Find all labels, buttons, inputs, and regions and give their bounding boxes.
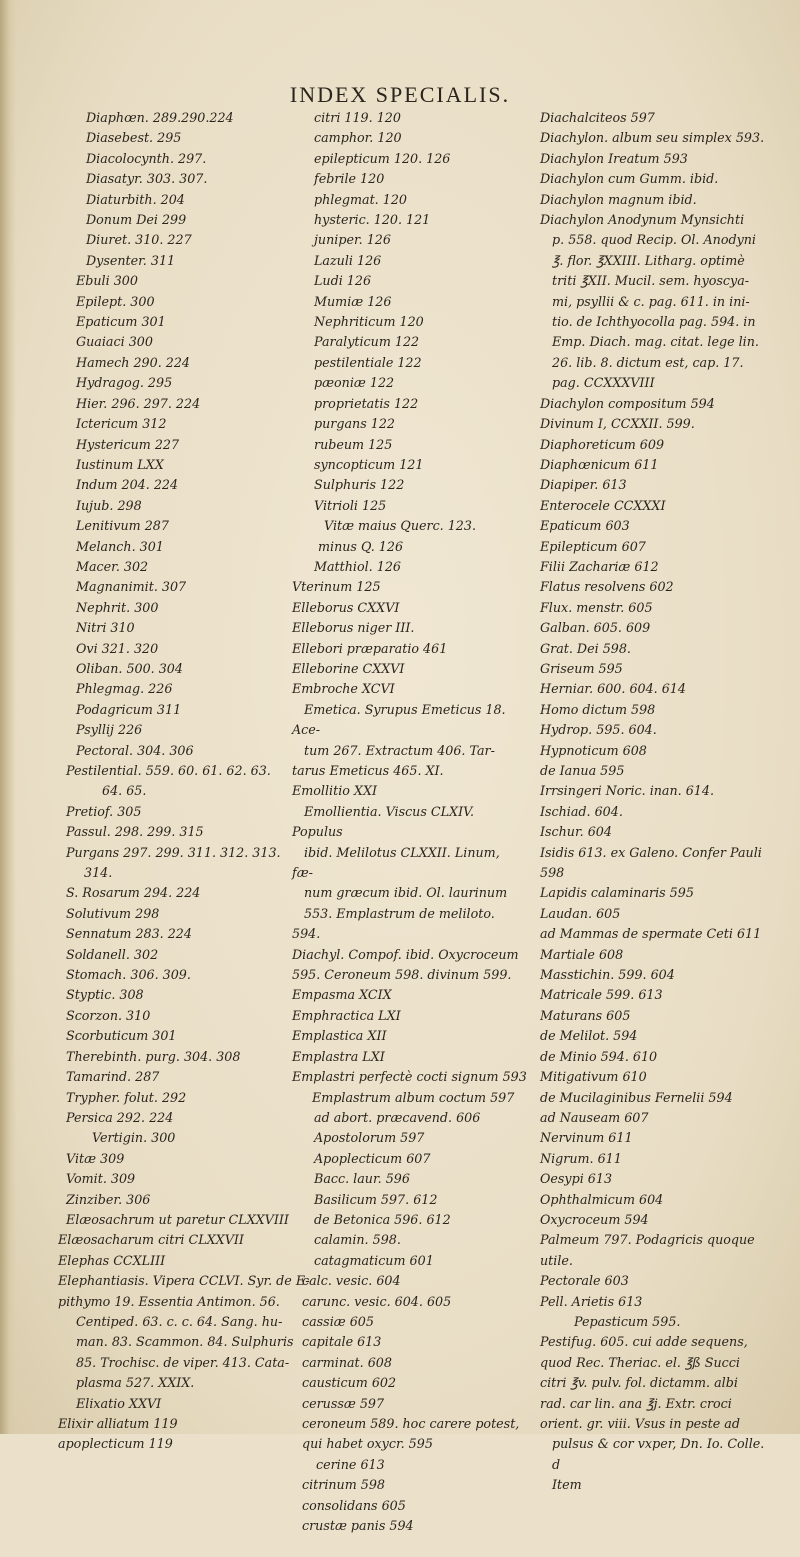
index-entry: Elæosacharum citri CLXXVII — [58, 1232, 244, 1248]
index-entry: ceroneum 589. hoc carere potest, — [302, 1416, 520, 1431]
index-entry: Phlegmag. 226 — [76, 681, 173, 697]
index-entry: Elleborus niger III. — [292, 620, 415, 636]
index-entry: Martiale 608 — [540, 946, 624, 962]
index-entry: rubeum 125 — [314, 436, 393, 452]
index-entry: Vertigin. 300 — [92, 1130, 176, 1146]
index-entry: Galban. 605. 609 — [540, 620, 651, 636]
index-entry: Vitæ maius Querc. 123. — [324, 518, 476, 534]
index-entry: Sulphuris 122 — [314, 477, 405, 493]
index-entry: Pestifug. 605. cui adde sequens, — [540, 1334, 748, 1350]
index-entry: crustæ panis 594 — [302, 1518, 414, 1534]
index-entry: Epaticum 301 — [76, 314, 166, 330]
index-entry: phlegmat. 120 — [314, 191, 407, 207]
index-entry: de Melilot. 594 — [540, 1028, 638, 1044]
index-entry: Trypher. folut. 292 — [66, 1089, 187, 1105]
index-entry: Lazuli 126 — [314, 252, 382, 268]
page-title: INDEX SPECIALIS. — [289, 82, 511, 107]
index-entry: qui habet oxycr. 595 — [302, 1436, 433, 1452]
index-entry: Elæosachrum ut paretur CLXXVIII — [66, 1211, 289, 1227]
index-entry: Diachalciteos 597 — [540, 110, 655, 125]
index-entry: capitale 613 — [302, 1334, 382, 1350]
index-entry: Nervinum 611 — [540, 1130, 633, 1146]
index-column-1 — [58, 108, 310, 1455]
index-column-3 — [540, 108, 780, 1557]
index-entry: Isidis 613. ex Galeno. Confer Pauli — [540, 844, 762, 860]
index-entry: Ellebori præparatio 461 — [292, 640, 448, 656]
index-entry: Persica 292. 224 — [66, 1109, 174, 1125]
index-entry: ad Mammas de spermate Ceti 611 — [540, 926, 762, 942]
index-entry: Grat. Dei 598. — [540, 640, 631, 656]
index-entry: Pestilential. 559. 60. 61. 62. 63. — [66, 763, 271, 778]
index-entry: pithymo 19. Essentia Antimon. 56. — [58, 1293, 280, 1309]
index-entry: Vitæ 309 — [66, 1150, 125, 1166]
index-entry: Solutivum 298 — [66, 905, 160, 921]
index-entry: Styptic. 308 — [66, 987, 144, 1003]
index-entry: Pell. Arietis 613 — [540, 1293, 643, 1309]
index-entry: Hier. 296. 297. 224 — [76, 395, 201, 411]
index-entry: Ischur. 604 — [540, 824, 612, 840]
book-gutter — [0, 0, 16, 1434]
index-entry: pæoniæ 122 — [314, 375, 395, 391]
index-entry: orient. gr. viii. Vsus in peste ad pulsus & cor vxper, Dn. Io. Colle. d Item — [540, 1416, 765, 1493]
index-entry: Iustinum LXX — [76, 456, 164, 472]
index-entry: Oliban. 500. 304 — [76, 660, 183, 676]
index-entry: Nephriticum 120 — [314, 314, 424, 330]
index-entry: Purgans 297. 299. 311. 312. 313. — [66, 844, 281, 860]
index-entry: Donum Dei 299 — [86, 212, 187, 228]
index-entry: Diaphœnicum 611 — [540, 456, 659, 472]
index-entry: ad Nauseam 607 — [540, 1109, 649, 1125]
index-entry: Scorbuticum 301 — [66, 1028, 177, 1044]
index-entry: Emollitio XXI Emollientia. Viscus CLXIV. Populus ibid. Melilotus CLXXII. Linum, fæ- num græcum ibid. Ol. laurinum 553. Emplastrum de meliloto. 594. — [292, 783, 508, 942]
index-entry: calc. vesic. 604 — [302, 1273, 401, 1289]
index-entry: utile. — [540, 1252, 573, 1268]
index-entry: Emplastri perfectè cocti signum 593 — [292, 1069, 527, 1085]
index-entry: Guaiaci 300 — [76, 334, 153, 350]
index-entry: Hydragog. 295 — [76, 375, 173, 391]
index-column-2 — [292, 108, 527, 1536]
index-entry: Psyllij 226 — [76, 722, 143, 738]
index-entry: Irrsingeri Noric. inan. 614. — [540, 783, 714, 799]
index-entry: Flatus resolvens 602 — [540, 579, 674, 595]
index-entry: Elleborus CXXVI — [292, 599, 400, 615]
index-entry: apoplecticum 119 — [58, 1436, 173, 1452]
index-entry: Divinum I, CCXXII. 599. — [540, 416, 695, 432]
index-entry: Diapiper. 613 — [540, 477, 627, 493]
index-entry: ad abort. præcavend. 606 — [314, 1109, 481, 1125]
index-entry: Diachylon Ireatum 593 — [540, 150, 688, 166]
index-entry: Sennatum 283. 224 — [66, 926, 192, 942]
index-entry: Macer. 302 — [76, 558, 149, 574]
index-entry: Passul. 298. 299. 315 — [66, 824, 204, 840]
index-entry: Flux. menstr. 605 — [540, 599, 653, 615]
index-entry: Diachylon. album seu simplex 593. — [540, 130, 765, 146]
index-entry: plasma 527. XXIX. — [76, 1375, 195, 1391]
index-entry: pestilentiale 122 — [314, 354, 422, 370]
index-entry: Epilepticum 607 — [540, 538, 646, 554]
index-entry: Matthiol. 126 — [314, 558, 401, 574]
index-entry: rad. car lin. ana ℥j. Extr. croci — [540, 1395, 732, 1411]
index-entry: Hamech 290. 224 — [76, 354, 190, 370]
index-entry: de Mucilaginibus Fernelii 594 — [540, 1089, 733, 1105]
index-entry: Elixir alliatum 119 — [58, 1416, 178, 1431]
index-entry: Elephas CCXLIII — [58, 1252, 166, 1268]
index-entry: tarus Emeticus 465. XI. — [292, 763, 444, 778]
index-entry: epilepticum 120. 126 — [314, 150, 451, 166]
index-entry: camphor. 120 — [314, 130, 402, 146]
index-entry: Diacolocynth. 297. — [86, 150, 207, 166]
index-entry: citri 119. 120 — [314, 110, 401, 125]
index-entry: cassiæ 605 — [302, 1313, 374, 1329]
index-entry: cerine 613 — [316, 1456, 385, 1472]
index-entry: Diuret. 310. 227 — [86, 232, 192, 248]
index-entry: hysteric. 120. 121 — [314, 212, 431, 228]
index-entry: Elephantiasis. Vipera CCLVI. Syr. de E- — [58, 1273, 310, 1289]
index-entry: Soldanell. 302 — [66, 946, 159, 962]
index-entry: Diasatyr. 303. 307. — [86, 171, 208, 187]
index-entry: Bacc. laur. 596 — [314, 1171, 410, 1187]
index-entry: Oesypi 613 — [540, 1171, 613, 1187]
index-entry: Diachylon cum Gumm. ibid. — [540, 171, 719, 187]
index-entry: Elixatio XXVI — [76, 1395, 162, 1411]
index-entry: Elleborine CXXVI — [292, 660, 405, 676]
index-entry: consolidans 605 — [302, 1497, 406, 1513]
index-entry: Lenitivum 287 — [76, 518, 169, 534]
index-entry: Therebinth. purg. 304. 308 — [66, 1048, 241, 1064]
index-entry: syncopticum 121 — [314, 456, 424, 472]
index-entry: Pepasticum 595. — [574, 1313, 681, 1329]
index-entry: Pretiof. 305 — [66, 803, 142, 819]
index-entry: Palmeum 797. Podagricis quoque — [540, 1232, 755, 1248]
index-entry: Ebuli 300 — [76, 273, 138, 289]
index-entry: man. 83. Scammon. 84. Sulphuris — [76, 1334, 294, 1350]
index-entry: Embroche XCVI Emetica. Syrupus Emeticus 18. Ace- tum 267. Extractum 406. Tar- — [292, 681, 506, 758]
index-entry: Zinziber. 306 — [66, 1191, 151, 1207]
index-entry: Diachylon compositum 594 — [540, 395, 715, 411]
index-entry: 64. 65. — [102, 783, 147, 799]
index-entry: Masstichin. 599. 604 — [540, 967, 675, 983]
index-entry: febrile 120 — [314, 171, 385, 187]
index-entry: Oxycroceum 594 — [540, 1211, 649, 1227]
index-entry: Diaphoreticum 609 — [540, 436, 665, 452]
index-entry: Epaticum 603 — [540, 518, 630, 534]
index-entry: Melanch. 301 — [76, 538, 164, 554]
index-entry: Nigrum. 611 — [540, 1150, 622, 1166]
index-entry: Pectorale 603 — [540, 1273, 629, 1289]
index-entry: Enterocele CCXXXI — [540, 497, 666, 513]
index-entry: de Betonica 596. 612 — [314, 1211, 451, 1227]
index-entry: Dysenter. 311 — [86, 252, 176, 268]
index-entry: Diachylon magnum ibid. — [540, 191, 697, 207]
index-entry: Basilicum 597. 612 — [314, 1191, 438, 1207]
index-entry: Emplastica XII — [292, 1028, 387, 1044]
index-entry: Indum 204. 224 — [76, 477, 179, 493]
index-entry: Empasma XCIX — [292, 987, 392, 1003]
index-entry: Emplastrum album coctum 597 — [312, 1089, 515, 1105]
index-entry: 85. Trochisc. de viper. 413. Cata- — [76, 1354, 290, 1370]
index-entry: Ludi 126 — [314, 273, 372, 289]
index-entry: 595. Ceroneum 598. divinum 599. — [292, 967, 512, 983]
index-entry: Centiped. 63. c. c. 64. Sang. hu- — [76, 1313, 283, 1329]
index-entry: Matricale 599. 613 — [540, 987, 663, 1003]
index-entry: Diaphœn. 289.290.224 — [86, 110, 234, 125]
index-entry: Stomach. 306. 309. — [66, 967, 191, 983]
index-entry: Hystericum 227 — [76, 436, 180, 452]
index-entry: Diachyl. Compof. ibid. Oxycroceum — [292, 946, 519, 962]
index-entry: de Ianua 595 — [540, 763, 625, 778]
index-entry: juniper. 126 — [314, 232, 391, 248]
index-entry: citrinum 598 — [302, 1477, 386, 1493]
index-entry: S. Rosarum 294. 224 — [66, 885, 201, 901]
index-entry: Paralyticum 122 — [314, 334, 420, 350]
index-entry: Herniar. 600. 604. 614 — [540, 681, 686, 697]
index-entry: Lapidis calaminaris 595 Laudan. 605 — [540, 885, 694, 921]
index-entry: Iujub. 298 — [76, 497, 142, 513]
index-entry: Epilept. 300 — [76, 293, 155, 309]
index-entry: cerussæ 597 — [302, 1395, 385, 1411]
index-entry: Magnanimit. 307 — [76, 579, 187, 595]
index-entry: proprietatis 122 — [314, 395, 419, 411]
index-entry: Vterinum 125 — [292, 579, 381, 595]
index-entry: causticum 602 — [302, 1375, 397, 1391]
index-entry: 314. — [84, 865, 113, 881]
index-entry: Apostolorum 597 — [314, 1130, 425, 1146]
index-entry: Scorzon. 310 — [66, 1007, 151, 1023]
index-entry: carunc. vesic. 604. 605 — [302, 1293, 452, 1309]
index-entry: Ophthalmicum 604 — [540, 1191, 664, 1207]
index-entry: Hypnoticum 608 — [540, 742, 647, 758]
index-entry: Diachylon Anodynum Mynsichti p. 558. quod Recip. Ol. Anodyni ℥. flor. ℥XXIII. Litharg. optimè triti ℥XII. Mucil. sem. hyoscya- mi, psyllii & c. pag. 611. in ini- tio. de Ichthyocolla pag. 594. in Emp. Diach. mag. citat. lege lin. 26. lib. 8. dictum est, cap. 17. pag. CCXXXVIII — [540, 212, 759, 391]
index-entry: catagmaticum 601 — [314, 1252, 434, 1268]
index-entry: Emphractica LXI — [292, 1007, 401, 1023]
index-entry: Diaturbith. 204 — [86, 191, 185, 207]
index-entry: Ischiad. 604. — [540, 803, 623, 819]
index-entry: quod Rec. Theriac. el. ℥ß Succi — [540, 1354, 740, 1370]
index-entry: Nitri 310 — [76, 620, 135, 636]
index-entry: 598 — [540, 865, 565, 881]
index-entry: Diasebest. 295 — [86, 130, 182, 146]
index-entry: Maturans 605 — [540, 1007, 631, 1023]
index-entry: de Minio 594. 610 — [540, 1048, 658, 1064]
index-entry: Tamarind. 287 — [66, 1069, 160, 1085]
index-entry: Filii Zachariæ 612 — [540, 558, 659, 574]
index-entry: Vitrioli 125 — [314, 497, 387, 513]
index-entry: carminat. 608 — [302, 1354, 392, 1370]
index-entry: Podagricum 311 — [76, 701, 182, 717]
index-entry: calamin. 598. — [314, 1232, 401, 1248]
index-entry: purgans 122 — [314, 416, 395, 432]
index-entry: Nephrit. 300 — [76, 599, 159, 615]
index-entry: Griseum 595 — [540, 660, 623, 676]
index-entry: Ictericum 312 — [76, 416, 167, 432]
index-entry: Homo dictum 598 — [540, 701, 656, 717]
index-entry: Vomit. 309 — [66, 1171, 136, 1187]
index-entry: Mumiæ 126 — [314, 293, 392, 309]
index-entry: Mitigativum 610 — [540, 1069, 647, 1085]
index-entry: citri ℥v. pulv. fol. dictamm. albi — [540, 1375, 738, 1391]
index-entry: Ovi 321. 320 — [76, 640, 159, 656]
index-entry: minus Q. 126 — [318, 538, 404, 554]
index-entry: Hydrop. 595. 604. — [540, 722, 657, 738]
index-entry: Pectoral. 304. 306 — [76, 742, 194, 758]
index-entry: Apoplecticum 607 — [314, 1150, 431, 1166]
index-entry: Emplastra LXI — [292, 1048, 385, 1064]
